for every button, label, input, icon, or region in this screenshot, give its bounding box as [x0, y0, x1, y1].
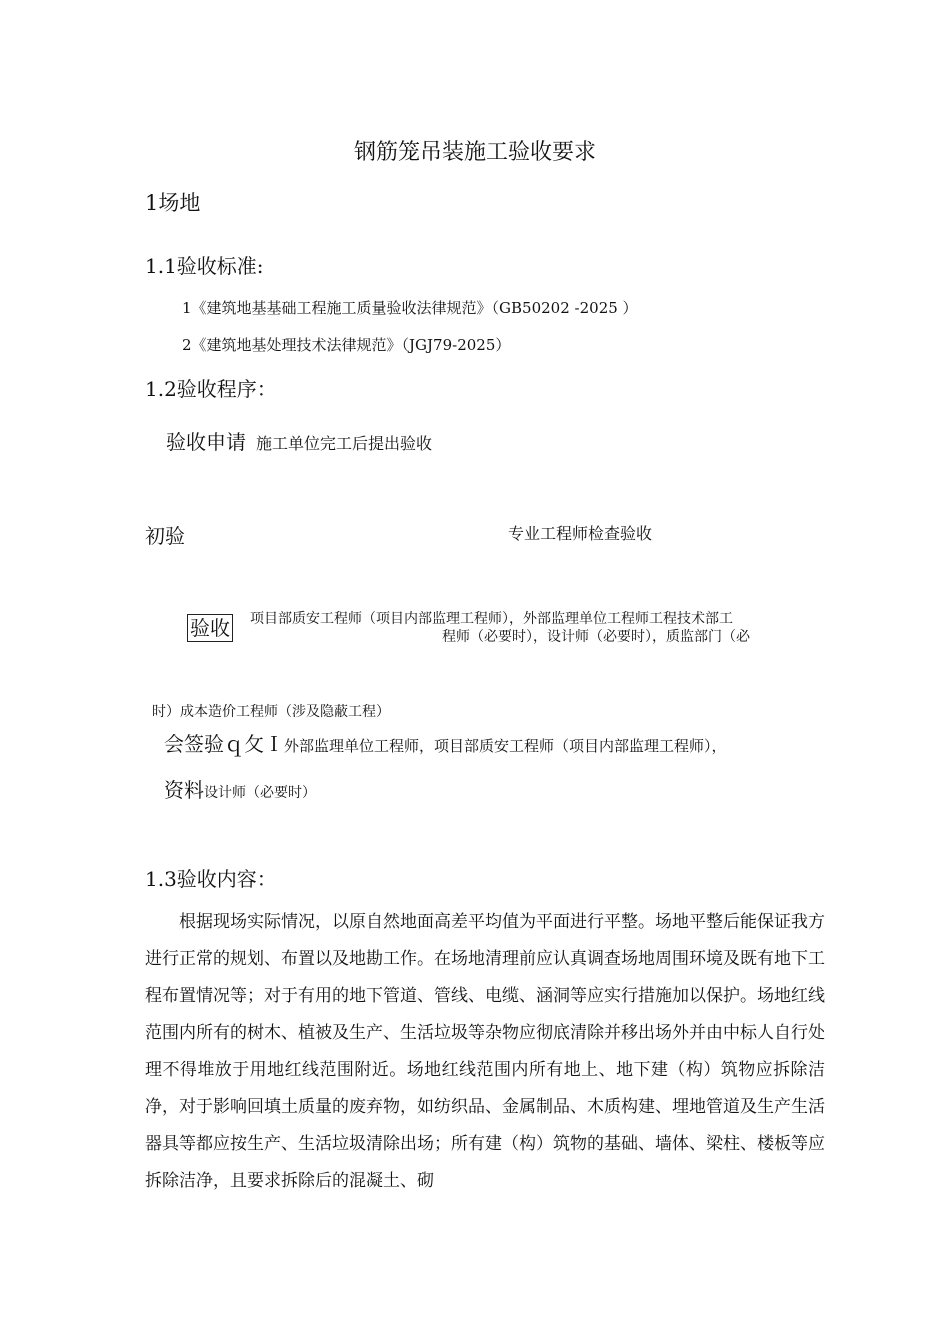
- step-label: 验收申请: [166, 430, 246, 454]
- procedure-step-apply: [166, 426, 432, 455]
- procedure-step-countersign: [164, 728, 727, 757]
- procedure-step-initial-label: 初验: [145, 524, 185, 548]
- procedure-step-records: [164, 774, 316, 803]
- step-description: 施工单位完工后提出验收: [256, 434, 433, 453]
- section-1-2-heading: 1.2验收程序：: [145, 377, 277, 401]
- step-label: 资料: [164, 778, 204, 802]
- procedure-step-acceptance-desc-3: 时）成本造价工程师（涉及隐蔽工程）: [152, 704, 390, 720]
- step-description: 外部监理单位工程师，项目部质安工程师（项目内部监理工程师），: [284, 737, 727, 755]
- section-1-3-heading: 1.3验收内容：: [145, 867, 277, 891]
- section-1-heading: 1场地: [145, 191, 201, 215]
- standard-ref-2: 2《建筑地基处理技术法律规范》（JGJ79-2025）: [182, 336, 511, 354]
- standard-ref-1: 1《建筑地基基础工程施工质量验收法律规范》（GB50202 -2025 ）: [182, 299, 638, 317]
- procedure-step-acceptance-desc-2: 程师（必要时），设计师（必要时），质监部门（必: [442, 629, 750, 645]
- section-1-3-paragraph: 根据现场实际情况，以原自然地面高差平均值为平面进行平整。场地平整后能保证我方进行正常的规划、布置以及地勘工作。在场地清理前应认真调查场地周围环境及既有地下工程布置情况等；对于有用的地下管道、管线、电缆、涵洞等应实行措施加以保护。场地红线范围内所有的树木、植被及生产、生活垃圾等杂物应彻底清除并移出场外并由中标人自行处理不得堆放于用地红线范围附近。场地红线范围内所有地上、地下建（构）筑物应拆除洁净，对于影响回填土质量的废弃物，如纺织品、金属制品、木质构建、埋地管道及生产生活器具等都应按生产、生活垃圾清除出场；所有建（构）筑物的基础、墙体、梁柱、楼板等应拆除洁净，且要求拆除后的混凝土、砌: [145, 912, 825, 1191]
- document-title: 钢筋笼吊装施工验收要求: [353, 140, 596, 165]
- procedure-step-acceptance-desc-1: 项目部质安工程师（项目内部监理工程师），外部监理单位工程师工程技术部工: [250, 611, 733, 627]
- section-1-1-heading: 1.1验收标准:: [145, 254, 264, 278]
- step-description: 设计师（必要时）: [204, 785, 316, 801]
- step-label: 会签验ｑ攵Ｉ: [164, 732, 284, 756]
- procedure-step-acceptance-label: 验收: [187, 614, 233, 642]
- procedure-step-initial-desc: 专业工程师检查验收: [508, 524, 653, 543]
